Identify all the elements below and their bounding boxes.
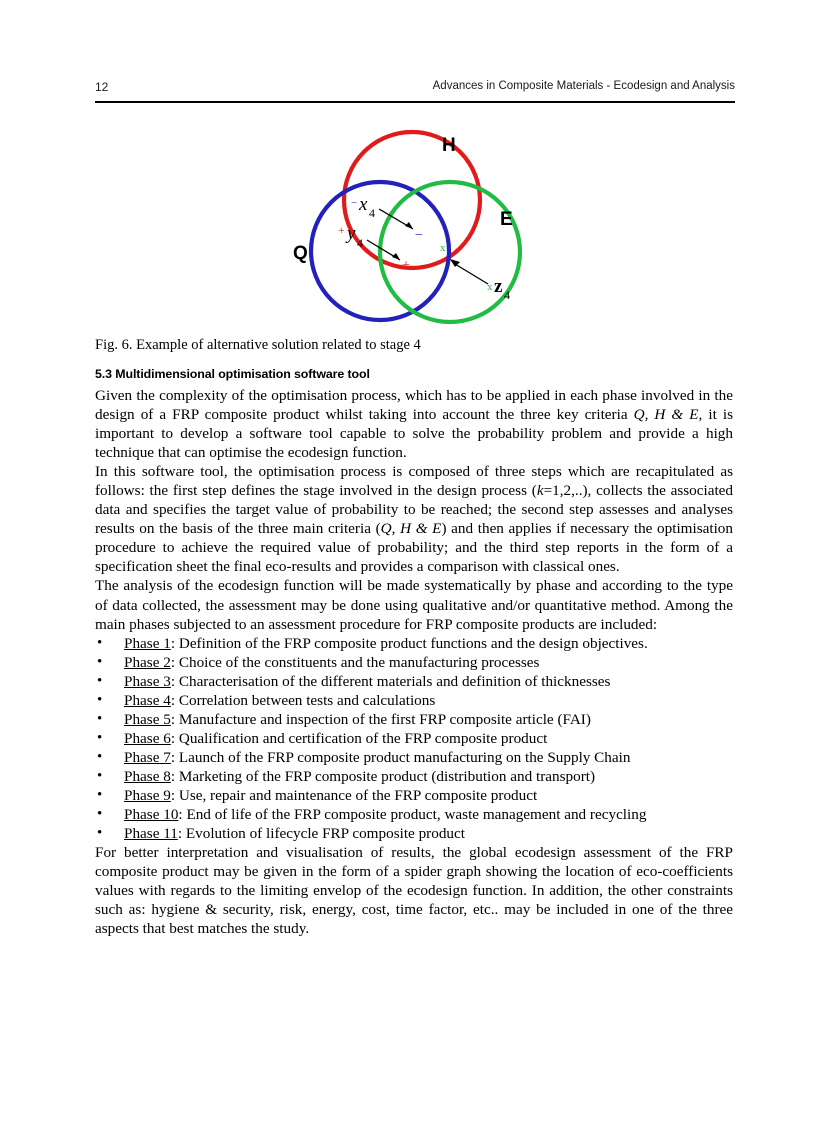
phase-text: : End of life of the FRP composite product, waste management and recycling bbox=[178, 806, 647, 824]
list-item bbox=[95, 634, 733, 653]
x4-sign: − bbox=[351, 197, 358, 209]
phase-label: Phase 7 bbox=[124, 748, 171, 766]
y4-subscript: 4 bbox=[357, 236, 363, 250]
phase-text: : Evolution of lifecycle FRP composite product bbox=[177, 825, 465, 843]
list-item bbox=[95, 729, 733, 748]
bullet-icon: • bbox=[97, 748, 103, 765]
paragraph-1-criteria: Q, H & E bbox=[633, 406, 699, 424]
phase-label: Phase 10 bbox=[124, 806, 179, 824]
y4-sign: + bbox=[338, 223, 345, 237]
phase-text: : Choice of the constituents and the manufacturing processes bbox=[170, 653, 540, 671]
z4-variable: z bbox=[494, 276, 503, 297]
phase-text: : Correlation between tests and calculations bbox=[170, 691, 436, 709]
phase-text: : Marketing of the FRP composite product (distribution and transport) bbox=[170, 767, 596, 785]
label-health: H bbox=[442, 135, 456, 156]
bullet-icon: • bbox=[97, 729, 103, 746]
phase-label: Phase 1 bbox=[124, 634, 171, 652]
bullet-icon: • bbox=[97, 634, 103, 651]
list-item bbox=[95, 653, 733, 672]
list-item bbox=[95, 710, 733, 729]
target-minus: − bbox=[415, 228, 423, 243]
phase-text: : Qualification and certification of the FRP composite product bbox=[170, 729, 548, 747]
paragraph-2-part-a: In this software tool, the optimisation process is composed of three steps which are recapitulated as follows: the first step defines the stage involved in the design process ( bbox=[95, 463, 733, 500]
paragraph-4: For better interpretation and visualisation of results, the global ecodesign assessment of the FRP composite product may be given in the form of a spider graph showing the location of eco-coefficients values with regards to the limiting envelop of the ecodesign function. In addition, the other constraints such as: hygiene & security, risk, energy, cost, time factor, etc.. may be included in one of the three aspects that best matches the study. bbox=[95, 844, 733, 938]
phase-label: Phase 6 bbox=[124, 729, 171, 747]
phase-label: Phase 9 bbox=[124, 786, 171, 804]
list-item bbox=[95, 691, 733, 710]
body-column bbox=[95, 366, 733, 938]
book-title: Advances in Composite Materials - Ecodesign and Analysis bbox=[432, 80, 735, 92]
header-rule bbox=[95, 101, 735, 103]
z4-sign: x bbox=[487, 281, 493, 293]
list-item bbox=[95, 786, 733, 805]
paragraph-1-part-b: , it is important to develop a software tool capable to solve the probability problem and provide a high technique that can optimise the ecodesign function. bbox=[95, 406, 733, 462]
phase-text: : Launch of the FRP composite product manufacturing on the Supply Chain bbox=[170, 748, 631, 766]
bullet-icon: • bbox=[97, 825, 103, 842]
z4-subscript: 4 bbox=[504, 288, 510, 302]
phase-label: Phase 4 bbox=[124, 691, 171, 709]
paragraph-1-part-a: Given the complexity of the optimisation process, which has to be applied in each phase involved in the design of a FRP composite product whilst taking into account the three key criteria bbox=[95, 387, 733, 424]
paragraph-2 bbox=[95, 462, 733, 576]
x4-variable: x bbox=[359, 194, 368, 215]
phase-list bbox=[95, 634, 733, 844]
list-item bbox=[95, 672, 733, 691]
phase-label: Phase 5 bbox=[124, 710, 171, 728]
paragraph-1 bbox=[95, 386, 733, 462]
paragraph-3: The analysis of the ecodesign function will be made systematically by phase and according to the type of data collected, the assessment may be done using qualitative and/or quantitative method. Among the main phases subjected to an assessment procedure for FRP composite products are included: bbox=[95, 577, 733, 633]
list-item bbox=[95, 748, 733, 767]
section-heading: 5.3 Multidimensional optimisation software tool bbox=[95, 367, 370, 381]
x4-subscript: 4 bbox=[369, 206, 375, 220]
phase-label: Phase 11 bbox=[124, 825, 178, 843]
bullet-icon: • bbox=[97, 786, 103, 803]
label-quality: Q bbox=[293, 243, 308, 264]
bullet-icon: • bbox=[97, 767, 103, 784]
bullet-icon: • bbox=[97, 653, 103, 670]
list-item bbox=[95, 767, 733, 786]
bullet-icon: • bbox=[97, 710, 103, 727]
figure-6-venn-diagram bbox=[95, 112, 735, 330]
phase-text: : Characterisation of the different materials and definition of thicknesses bbox=[170, 672, 611, 690]
bullet-icon: • bbox=[97, 672, 103, 689]
label-environment: E bbox=[500, 209, 513, 230]
bullet-icon: • bbox=[97, 691, 103, 708]
phase-text: : Manufacture and inspection of the first FRP composite article (FAI) bbox=[170, 710, 591, 728]
target-plus: + bbox=[402, 258, 410, 273]
x4-arrow-head bbox=[405, 222, 413, 229]
phase-label: Phase 8 bbox=[124, 767, 171, 785]
phase-label: Phase 3 bbox=[124, 672, 171, 690]
paragraph-2-part-b: =1,2,..), collects the associated data and specifies the target value of probability to be reached; the second step assesses and analyses results on the basis of the three main criteria ( bbox=[95, 482, 733, 538]
running-header bbox=[95, 78, 735, 102]
figure-caption: Fig. 6. Example of alternative solution related to stage 4 bbox=[95, 337, 421, 353]
list-item bbox=[95, 805, 733, 824]
bullet-icon: • bbox=[97, 806, 103, 823]
page-number: 12 bbox=[95, 80, 109, 94]
phase-text: : Definition of the FRP composite product functions and the design objectives. bbox=[170, 634, 648, 652]
target-x: x bbox=[440, 242, 446, 254]
y4-arrow-head bbox=[392, 253, 400, 260]
y4-variable: y bbox=[347, 223, 356, 244]
paragraph-2-criteria: Q, H & E bbox=[380, 520, 442, 538]
paragraph-2-k: k bbox=[536, 482, 544, 500]
phase-text: : Use, repair and maintenance of the FRP composite product bbox=[170, 786, 538, 804]
z4-arrow-line bbox=[455, 264, 488, 284]
paragraph-2-part-c: ) and then applies if necessary the optimisation procedure to achieve the required value of probability; and the third step reports in the form of a specification sheet the final eco-results and provides a comparison with classical ones. bbox=[95, 520, 733, 576]
venn-diagram-svg bbox=[95, 112, 735, 330]
phase-label: Phase 2 bbox=[124, 653, 171, 671]
list-item bbox=[95, 824, 733, 843]
